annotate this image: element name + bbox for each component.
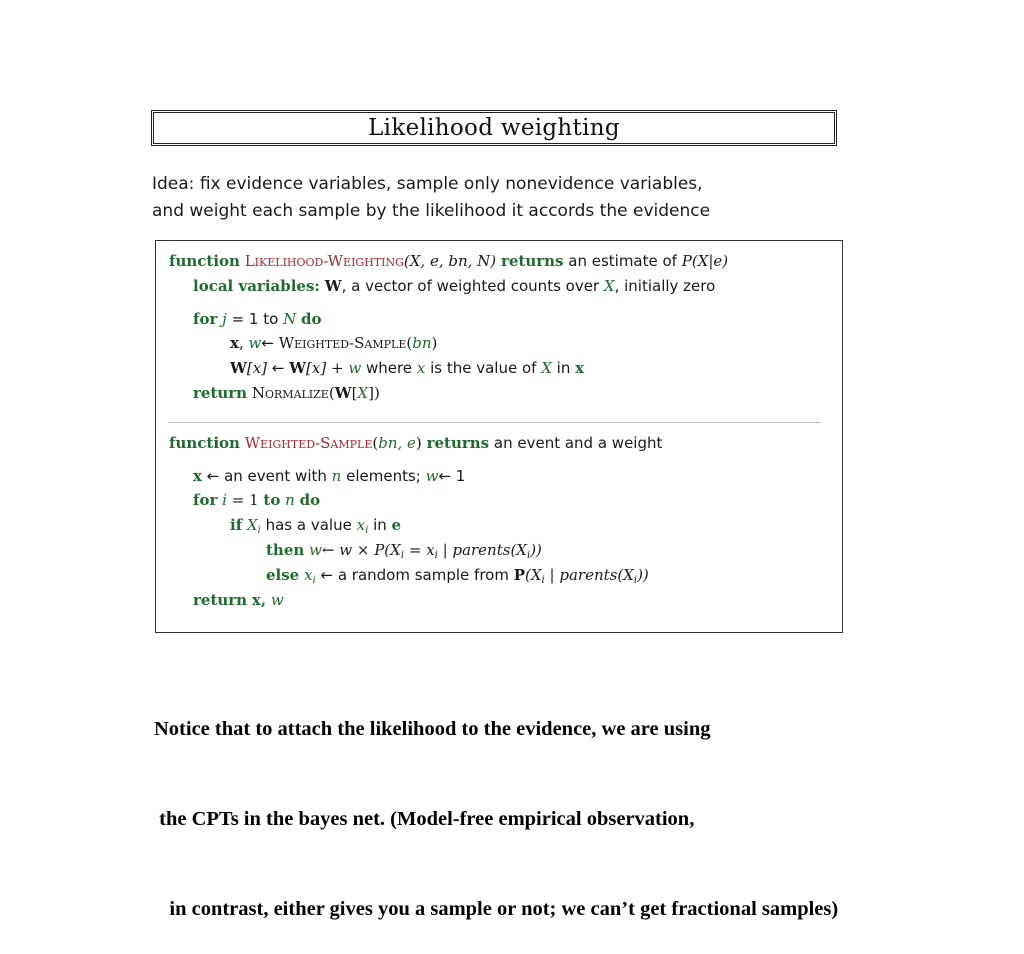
call-weighted-sample: Weighted-Sample: [278, 334, 407, 352]
var-x-bold: x: [230, 334, 239, 352]
algo-line-if: [230, 516, 401, 536]
var-N: N: [283, 310, 297, 328]
return-w: w: [270, 591, 284, 609]
var-W-1: W: [230, 359, 247, 377]
var-i: i: [222, 491, 227, 509]
has-value-text: has a value: [265, 516, 352, 534]
idea-text: [152, 171, 710, 225]
local-vars-tail: , initially zero: [614, 277, 716, 295]
algo-line-function-2: function Weighted-Sample(bn, e) returns an event and a weight: [169, 434, 663, 452]
keyword-returns: returns: [500, 252, 564, 270]
return-desc: an estimate of: [568, 252, 677, 270]
var-w-2: w: [348, 359, 362, 377]
keyword-function: function: [169, 252, 240, 270]
algo-line-update-W: [230, 359, 584, 377]
dist-args: ($X_i$ | $parents(X_i)$): [525, 566, 649, 586]
var-Xi: $X_i$: [246, 516, 261, 536]
idea-line-2: and weight each sample by the likelihood it accords the evidence: [152, 201, 711, 221]
keyword-function-2: function: [169, 434, 240, 452]
index-x-2: [x]: [306, 359, 327, 377]
keyword-if: if: [230, 516, 243, 534]
var-x-bold-2: x: [575, 359, 585, 377]
var-xi-then: $x_i$: [426, 541, 438, 561]
var-W-2: W: [289, 359, 307, 377]
slide-title-box: [151, 110, 837, 146]
assign-arrow-2: ←: [271, 359, 285, 377]
for-j-eq: = 1: [231, 310, 259, 328]
algo-line-return-normalize: return Normalize(W[X]): [193, 384, 380, 402]
note-line-3: in contrast, either gives you a sample or not; we can’t get fractional samples): [154, 898, 839, 920]
var-j: j: [222, 310, 227, 328]
in-text-2: in: [373, 516, 387, 534]
algo-line-then: [266, 541, 542, 561]
slide-title: Likelihood weighting: [368, 115, 620, 141]
keyword-for-2: for: [193, 491, 218, 509]
prob-P: $P(X_i$: [374, 541, 405, 561]
index-x-1: [x]: [246, 359, 268, 377]
var-xi-else: $x_i$: [304, 566, 316, 586]
keyword-then: then: [266, 541, 305, 559]
var-X: X: [603, 277, 615, 295]
value-of-text: is the value of: [430, 359, 537, 377]
return-desc-2: an event and a weight: [493, 434, 663, 452]
var-x-event: x: [193, 467, 202, 485]
return-x: x,: [251, 591, 267, 609]
var-w: w: [248, 334, 262, 352]
algo-line-return-2: [193, 591, 284, 609]
algo-line-local-vars: [193, 277, 715, 295]
dist-P: P: [513, 566, 526, 584]
algo-line-for-j: [193, 310, 322, 328]
function-name: Likelihood-Weighting: [244, 252, 404, 270]
idea-line-1: Idea: fix evidence variables, sample only nonevidence variables,: [152, 174, 703, 194]
return-expr: P(X|e): [681, 252, 729, 270]
var-W: W: [324, 277, 342, 295]
algo-line-init-event: [193, 467, 465, 485]
call-normalize: Normalize: [251, 384, 329, 402]
keyword-to: to: [263, 491, 281, 509]
local-vars-desc: , a vector of weighted counts over: [341, 277, 600, 295]
algo-line-for-i: [193, 491, 320, 509]
random-sample-text: a random sample from: [337, 566, 509, 584]
event-text: an event with: [224, 467, 327, 485]
keyword-returns-2: returns: [426, 434, 490, 452]
keyword-local-variables: local variables:: [193, 277, 320, 295]
parents-expr: | $parents(X_i)$): [442, 541, 542, 561]
in-text: in: [556, 359, 571, 377]
init-one: ← 1: [438, 467, 466, 485]
var-X-2: X: [541, 359, 552, 377]
for-i-eq: = 1: [231, 491, 259, 509]
assign-arrow-3: ←: [206, 467, 220, 485]
algo-line-function-1: [169, 252, 728, 270]
function-args: (X, e, bn, N): [403, 252, 497, 270]
keyword-do-2: do: [299, 491, 321, 509]
function-name-2: Weighted-Sample: [244, 434, 373, 452]
elements-text: elements;: [346, 467, 421, 485]
var-x-3: x: [416, 359, 426, 377]
algo-line-else: [266, 566, 649, 586]
var-e: e: [391, 516, 402, 534]
assign-arrow-4: ←: [320, 566, 334, 584]
keyword-return: return: [193, 384, 248, 402]
then-update: ← w ×: [321, 541, 370, 559]
var-X-3: X: [357, 384, 369, 402]
var-w-then: w: [309, 541, 322, 559]
algo-line-weighted-sample-call: x, w← Weighted-Sample(bn): [230, 334, 438, 352]
note-text: [154, 654, 838, 954]
algorithm-box: [155, 240, 843, 633]
var-n-2: n: [285, 491, 295, 509]
var-W-3: W: [334, 384, 352, 402]
equals-sign: =: [408, 541, 422, 559]
var-w-init: w: [425, 467, 439, 485]
assign-arrow: ←: [261, 334, 274, 352]
note-line-1: Notice that to attach the likelihood to the evidence, we are using: [154, 718, 711, 740]
var-xi: $x_i$: [356, 516, 369, 536]
note-line-2: the CPTs in the bayes net. (Model-free empirical observation,: [154, 808, 695, 830]
keyword-for: for: [193, 310, 218, 328]
to-text: to: [263, 310, 279, 328]
function-args-2: bn, e: [378, 434, 416, 452]
keyword-else: else: [266, 566, 300, 584]
var-n: n: [331, 467, 342, 485]
where-text: where: [365, 359, 413, 377]
arg-bn: bn: [412, 334, 432, 352]
plus-sign: +: [330, 359, 344, 377]
keyword-do: do: [301, 310, 322, 328]
section-divider: [168, 422, 820, 423]
keyword-return-2: return: [193, 591, 248, 609]
